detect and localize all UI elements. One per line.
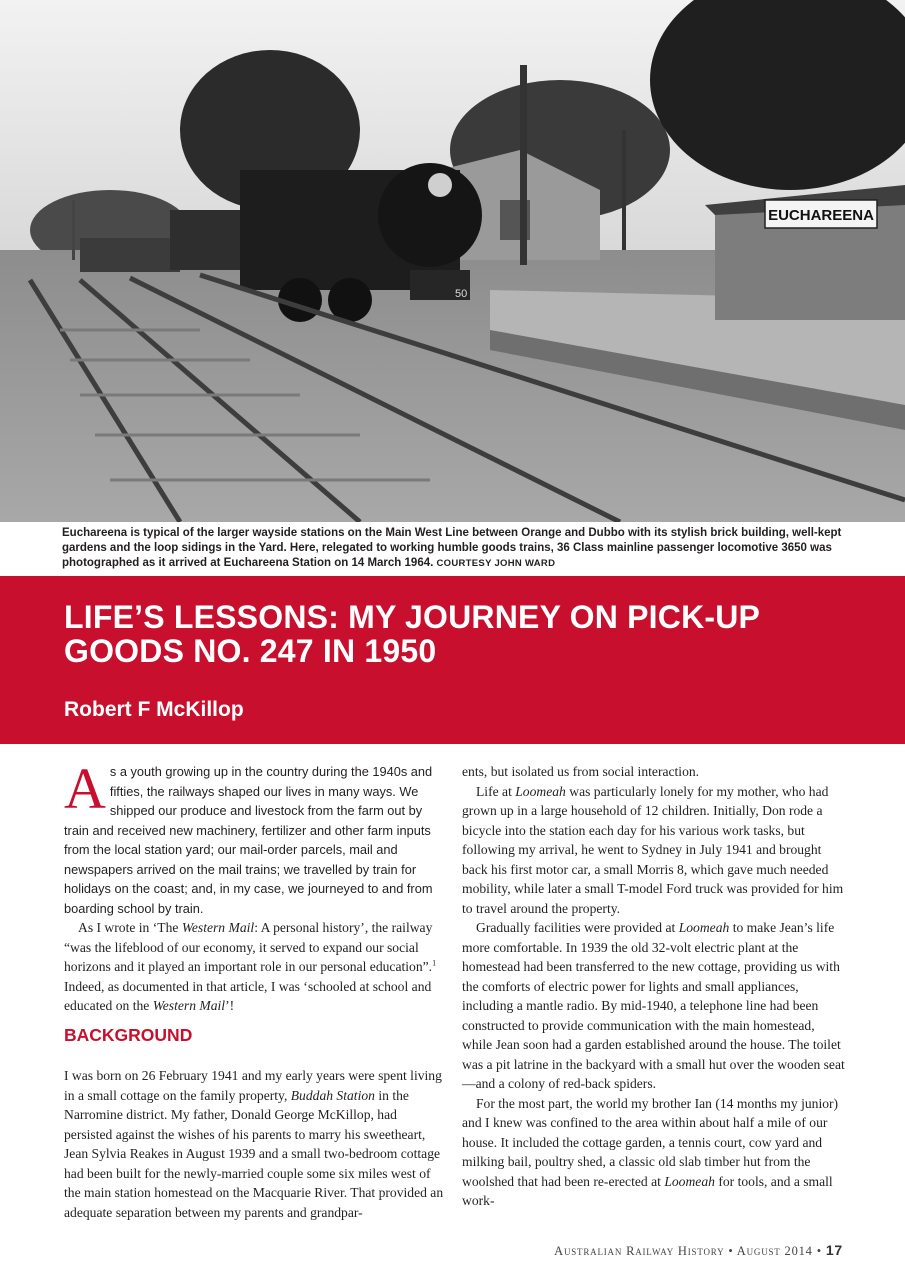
- intro-text: s a youth growing up in the country during the 1940s and fifties, the railways shaped our lives in many ways. We shipped our produce and livestock from the farm out by train and received new machinery, fertilizer and other farm inputs from the local station yard; our mail-order parcels, mail and newspapers arrived on the mail trains; we travelled by train for holidays on the coast; and, in my case, we journeyed to and from boarding school by train.: [64, 764, 433, 916]
- intro-paragraph: [64, 756, 444, 918]
- article-author: Robert F McKillop: [64, 698, 244, 721]
- paragraph: Gradually facilities were provided at Loomeah to make Jean’s life more comfortable. In 1939 the old 32-volt electric plant at the homestead had been transferred to the new cottage, providing us with the comforts of electric power for lights and small appliances, including a mantle radio. By mid-1940, a telephone line had been constructed to provide communication with the main homestead, while Jean soon had a garden established around the house. The toilet was a pit latrine in the backyard with a small hut over the wooden seat—and a colony of red-back spiders.: [462, 920, 845, 1091]
- caption-credit: COURTESY JOHN WARD: [436, 558, 556, 569]
- paragraph: As I wrote in ‘The Western Mail: A personal history’, the railway “was the lifeblood of our economy, it served to expand our social horizons and it played an important role in our personal education”.$^1$ Indeed, as documented in that article, I was ‘schooled at school and educated on the Western Mail’!: [64, 920, 437, 1013]
- paragraph: I was born on 26 February 1941 and my early years were spent living in a small cottage on the family property, Buddah Station in the Narromine district. My father, Donald George McKillop, had persisted against the wishes of his parents to marry his sweetheart, Jean Sylvia Reakes in August 1939 and a small two-bedroom cottage had been built for the newly-married couple some six miles west of the main station homestead on the Macquarie River. That provided an adequate separation between my parents and grandpar-: [64, 1068, 444, 1220]
- drop-cap: A: [64, 756, 106, 821]
- page-number: 17: [825, 1242, 843, 1258]
- station-photo-illustration: [0, 0, 905, 522]
- cover-photo: [0, 0, 905, 522]
- section-heading: BACKGROUND: [64, 1024, 193, 1045]
- body-column-left: [64, 756, 444, 1222]
- body-column-right: [462, 762, 846, 1211]
- loco-number: 50: [455, 288, 468, 300]
- paragraph: ents, but isolated us from social interaction.: [462, 764, 700, 779]
- paragraph: For the most part, the world my brother Ian (14 months my junior) and I knew was confined to the area within about half a mile of our house. It included the cottage garden, a tennis court, cow yard and milking bail, poultry shed, a classic old slab timber hut from the woolshed that had been re-erected at Loomeah for tools, and a small work-: [462, 1095, 839, 1208]
- publication-name: Australian Railway History: [554, 1244, 725, 1258]
- footnote-marker: 1: [432, 958, 437, 968]
- issue-date: August 2014: [736, 1244, 813, 1258]
- title-banner: [0, 576, 905, 744]
- footer-separator: •: [816, 1244, 822, 1258]
- paragraph: Life at Loomeah was particularly lonely for my mother, who had grown up in a large household of 12 children. Initially, Don rode a bicycle into the station each day for his various work tasks, but following my arrival, he went to Sydney in July 1941 and brought back his first motor car, a small Morris 8, which gave much needed mobility, while later a small T-model Ford truck was provided for him to travel around the property.: [462, 783, 844, 916]
- footer-separator: •: [728, 1244, 734, 1258]
- photo-caption: [62, 526, 842, 571]
- station-sign: EUCHAREENA: [768, 207, 874, 224]
- page-footer: [554, 1242, 843, 1259]
- article-title: LIFE’S LESSONS: MY JOURNEY ON PICK-UP GOODS NO. 247 IN 1950: [64, 599, 760, 669]
- caption-text: Euchareena is typical of the larger wayside stations on the Main West Line between Orange and Dubbo with its stylish brick building, well-kept gardens and the loop sidings in the Yard. Here, relegated to working humble goods trains, 36 Class mainline passenger locomotive 3650 was photographed as it arrived at Euchareena Station on 14 March 1964.: [62, 527, 842, 569]
